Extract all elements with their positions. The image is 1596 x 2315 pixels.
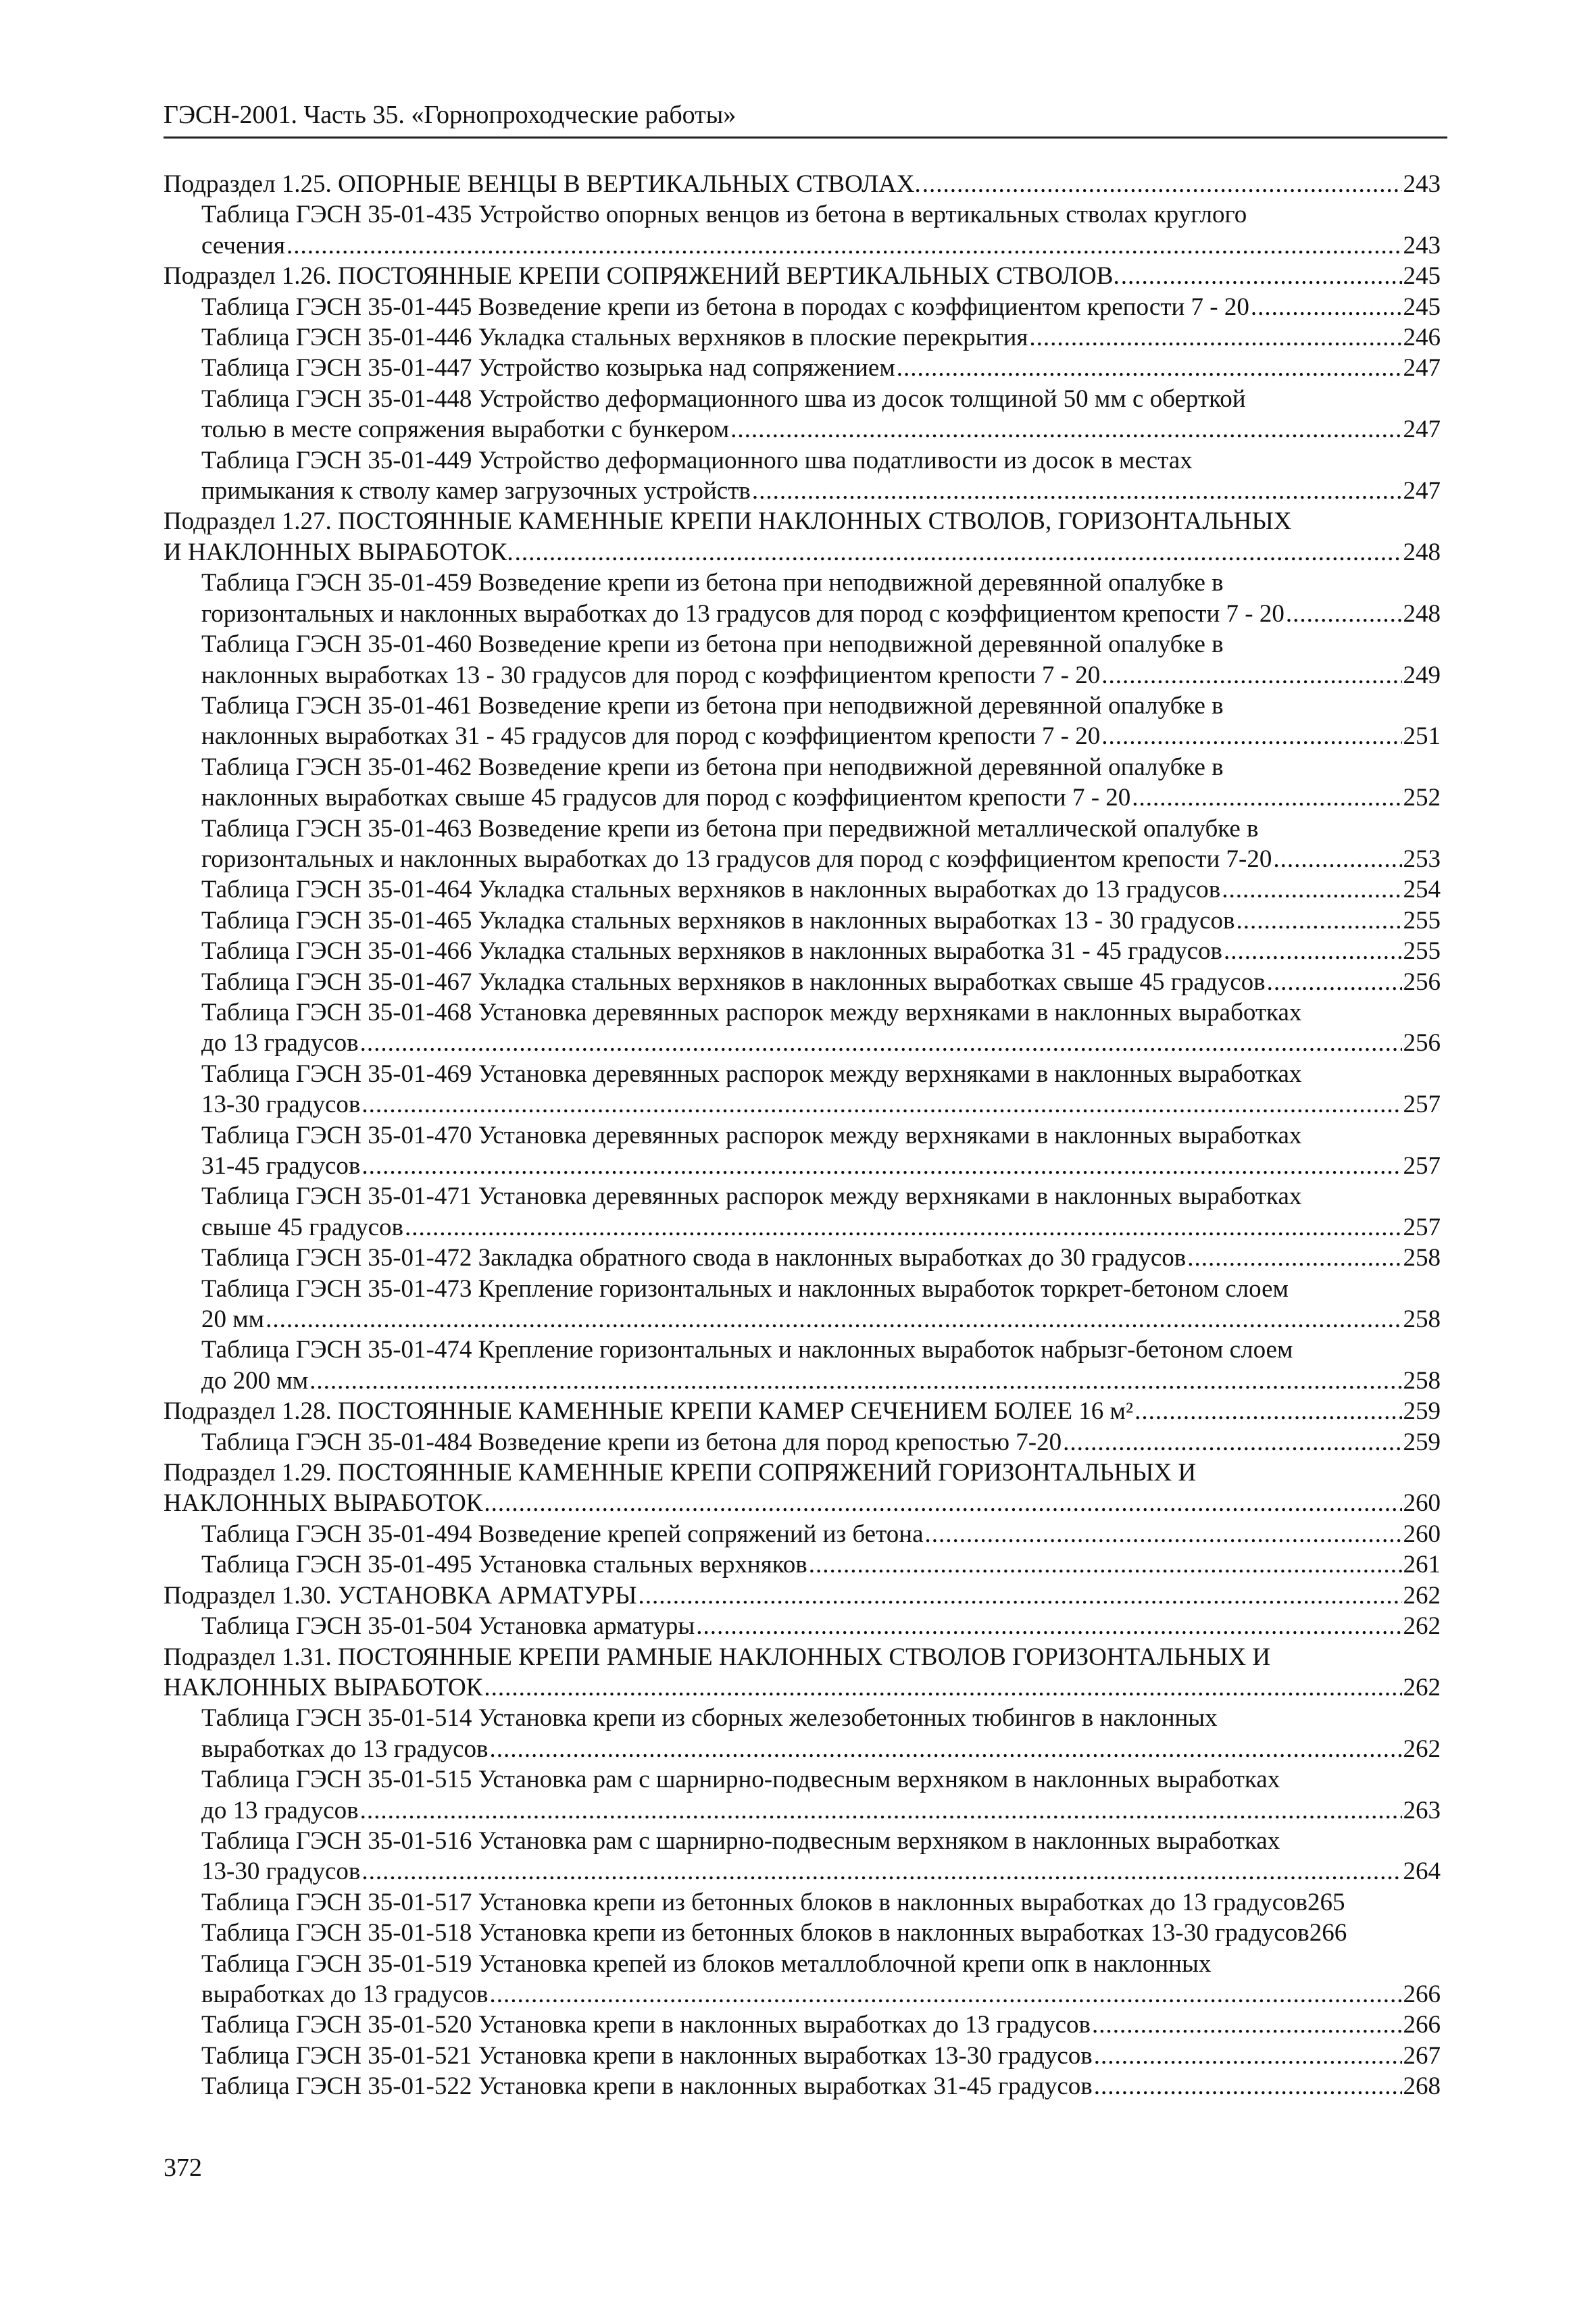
running-header: [164, 96, 1447, 139]
toc-leader-dots: [730, 414, 1401, 445]
toc-entry-text-line: Таблица ГЭСН 35-01-469 Установка деревянных распорок между верхняками в наклонных выработках: [201, 1060, 1302, 1088]
toc-entry-text-line: Подраздел 1.29. ПОСТОЯННЫЕ КАМЕННЫЕ КРЕПИ СОПРЯЖЕНИЙ ГОРИЗОНТАЛЬНЫХ И: [164, 1459, 1197, 1487]
toc-table-entry[interactable]: [164, 1181, 1441, 1243]
toc-entry-text: наклонных выработках 13 - 30 градусов для пород с коэффициентом крепости 7 - 20: [201, 661, 1101, 689]
toc-leader-dots: [1134, 1396, 1401, 1426]
toc-table-entry[interactable]: [164, 691, 1441, 752]
toc-page-number: 268: [1403, 2072, 1441, 2101]
toc-table-entry[interactable]: [164, 445, 1441, 507]
toc-entry-text: Таблица ГЭСН 35-01-467 Укладка стальных верхняков в наклонных выработках свыше 45 градусов: [201, 968, 1266, 996]
toc-entry-text: примыкания к стволу камер загрузочных устройств: [201, 477, 751, 505]
toc-leader-dots: [1224, 936, 1401, 966]
toc-entry-text: выработках до 13 градусов: [201, 1980, 489, 2008]
toc-table-entry[interactable]: [164, 814, 1441, 875]
toc-leader-dots: [1267, 967, 1402, 997]
toc-entry-text: Таблица ГЭСН 35-01-484 Возведение крепи из бетона для пород крепостью 7-20: [201, 1428, 1062, 1456]
toc-entry-text: до 13 градусов: [201, 1796, 359, 1824]
toc-page-number: 267: [1403, 2041, 1441, 2070]
toc-subsection-entry[interactable]: [164, 1580, 1441, 1611]
toc-leader-dots: [809, 1549, 1402, 1580]
toc-table-entry[interactable]: [164, 1519, 1441, 1549]
table-of-contents: [164, 169, 1441, 2102]
toc-entry-text-line: Таблица ГЭСН 35-01-462 Возведение крепи из бетона при неподвижной деревянной опалубке в: [201, 753, 1224, 781]
toc-page-number: 261: [1403, 1551, 1441, 1579]
toc-entry-text: Таблица ГЭСН 35-01-472 Закладка обратного свода в наклонных выработках до 30 градусов: [201, 1244, 1187, 1272]
toc-entry-text: 13-30 градусов: [201, 1858, 361, 1886]
toc-entry-text: 20 мм: [201, 1305, 265, 1334]
toc-subsection-entry[interactable]: [164, 169, 1441, 199]
toc-page-number: 255: [1403, 937, 1441, 966]
toc-entry-text-line: Таблица ГЭСН 35-01-470 Установка деревянных распорок между верхняками в наклонных выработках: [201, 1121, 1302, 1149]
toc-leader-dots: [1101, 721, 1401, 751]
toc-page-number: 256: [1403, 968, 1441, 996]
toc-leader-dots: [925, 1519, 1402, 1549]
toc-table-entry[interactable]: [164, 1918, 1441, 1948]
toc-page-number: 251: [1403, 722, 1441, 751]
toc-entry-text: толью в месте сопряжения выработки с бункером: [201, 416, 730, 444]
toc-leader-dots: [1029, 322, 1401, 353]
toc-table-entry[interactable]: [164, 905, 1441, 936]
toc-table-entry[interactable]: [164, 936, 1441, 966]
toc-entry-text-line: Таблица ГЭСН 35-01-514 Установка крепи из сборных железобетонных тюбингов в наклонных: [201, 1704, 1218, 1733]
toc-table-entry[interactable]: [164, 1549, 1441, 1580]
toc-table-entry[interactable]: [164, 199, 1441, 261]
toc-table-entry[interactable]: [164, 1949, 1441, 2010]
toc-entry-text-line: Таблица ГЭСН 35-01-435 Устройство опорных венцов из бетона в вертикальных стволах круглого: [201, 201, 1247, 229]
toc-page-number: 257: [1403, 1152, 1441, 1180]
toc-leader-dots: [1187, 1243, 1401, 1273]
toc-leader-dots: [922, 169, 1402, 199]
toc-entry-text: сечения: [201, 231, 286, 259]
toc-subsection-entry[interactable]: [164, 1396, 1441, 1426]
toc-table-entry[interactable]: [164, 2041, 1441, 2071]
running-header-title: ГЭСН-2001. Часть 35. «Горнопроходческие работы»: [164, 101, 737, 129]
toc-leader-dots: [639, 1580, 1402, 1611]
toc-entry-text-line: Таблица ГЭСН 35-01-471 Установка деревянных распорок между верхняками в наклонных выработках: [201, 1183, 1302, 1211]
toc-page-number: 243: [1403, 231, 1441, 259]
toc-page-number: 243: [1403, 170, 1441, 198]
toc-page-number: 259: [1403, 1397, 1441, 1426]
toc-entry-text: Таблица ГЭСН 35-01-445 Возведение крепи из бетона в породах с коэффициентом крепости 7 - 20: [201, 293, 1249, 321]
toc-page-number: 257: [1403, 1213, 1441, 1241]
toc-page-number: 247: [1403, 477, 1441, 505]
toc-table-entry[interactable]: [164, 1120, 1441, 1182]
toc-entry-text-line: Подраздел 1.27. ПОСТОЯННЫЕ КАМЕННЫЕ КРЕПИ НАКЛОННЫХ СТВОЛОВ, ГОРИЗОНТАЛЬНЫХ: [164, 507, 1292, 536]
toc-table-entry[interactable]: [164, 1274, 1441, 1335]
toc-entry-text-line: Таблица ГЭСН 35-01-474 Крепление горизонтальных и наклонных выработок набрызг-бетоном слоем: [201, 1336, 1293, 1364]
toc-entry-text: Таблица ГЭСН 35-01-447 Устройство козырька над сопряжением: [201, 354, 895, 382]
toc-subsection-entry[interactable]: [164, 1642, 1441, 1703]
toc-leader-dots: [361, 1151, 1401, 1181]
toc-table-entry[interactable]: [164, 1427, 1441, 1458]
toc-entry-text-line: Таблица ГЭСН 35-01-460 Возведение крепи из бетона при неподвижной деревянной опалубке в: [201, 630, 1224, 659]
toc-leader-dots: [1101, 660, 1401, 691]
toc-page-number: 262: [1403, 1735, 1441, 1763]
toc-subsection-entry[interactable]: [164, 261, 1441, 291]
toc-page-number: 247: [1403, 354, 1441, 382]
toc-leader-dots: [1286, 599, 1402, 629]
toc-entry-text: Подраздел 1.26. ПОСТОЯННЫЕ КРЕПИ СОПРЯЖЕНИЙ ВЕРТИКАЛЬНЫХ СТВОЛОВ.: [164, 262, 1120, 291]
toc-table-entry[interactable]: [164, 1703, 1441, 1764]
toc-entry-text: Таблица ГЭСН 35-01-446 Укладка стальных верхняков в плоские перекрытия: [201, 324, 1028, 352]
toc-leader-dots: [1251, 292, 1402, 322]
toc-table-entry[interactable]: [164, 752, 1441, 814]
toc-entry-text-line: Таблица ГЭСН 35-01-515 Установка рам с шарнирно-подвесным верхняком в наклонных выработках: [201, 1766, 1280, 1794]
toc-leader-dots: [405, 1212, 1402, 1243]
toc-entry-text-line: Таблица ГЭСН 35-01-461 Возведение крепи из бетона при неподвижной деревянной опалубке в: [201, 691, 1224, 720]
toc-page-number: 262: [1403, 1673, 1441, 1701]
toc-entry-text-line: Таблица ГЭСН 35-01-468 Установка деревянных распорок между верхняками в наклонных выработках: [201, 998, 1302, 1026]
toc-page-number: 260: [1403, 1520, 1441, 1548]
toc-entry-text: Таблица ГЭСН 35-01-494 Возведение крепей сопряжений из бетона: [201, 1520, 924, 1548]
toc-page-number: 257: [1403, 1091, 1441, 1119]
toc-page-number: 258: [1403, 1366, 1441, 1395]
toc-table-entry[interactable]: [164, 1611, 1441, 1641]
toc-leader-dots: [897, 353, 1402, 383]
toc-entry-text: Таблица ГЭСН 35-01-522 Установка крепи в наклонных выработках 31-45 градусов: [201, 2072, 1093, 2101]
toc-entry-text: И НАКЛОННЫХ ВЫРАБОТОК.: [164, 538, 514, 566]
toc-table-entry[interactable]: [164, 353, 1441, 383]
toc-entry-text: Таблица ГЭСН 35-01-464 Укладка стальных верхняков в наклонных выработках до 13 градусов: [201, 876, 1221, 904]
toc-subsection-entry[interactable]: [164, 1458, 1441, 1519]
toc-entry-text: Таблица ГЭСН 35-01-518 Установка крепи из бетонных блоков в наклонных выработках 13-30 градусов: [201, 1919, 1310, 1947]
toc-entry-text-line: Таблица ГЭСН 35-01-463 Возведение крепи из бетона при передвижной металлической опалубке в: [201, 814, 1259, 843]
toc-table-entry[interactable]: [164, 967, 1441, 997]
toc-table-entry[interactable]: [164, 1887, 1441, 1918]
toc-entry-text: горизонтальных и наклонных выработках до 13 градусов для пород с коэффициентом крепости 7-20: [201, 845, 1272, 873]
toc-page-number: 262: [1403, 1581, 1441, 1610]
toc-table-entry[interactable]: [164, 997, 1441, 1059]
toc-entry-text-line: Подраздел 1.31. ПОСТОЯННЫЕ КРЕПИ РАМНЫЕ НАКЛОННЫХ СТВОЛОВ ГОРИЗОНТАЛЬНЫХ И: [164, 1643, 1271, 1671]
toc-leader-dots: [266, 1304, 1401, 1335]
toc-table-entry[interactable]: [164, 629, 1441, 691]
toc-entry-text: Таблица ГЭСН 35-01-465 Укладка стальных верхняков в наклонных выработках 13 - 30 градусов: [201, 906, 1235, 935]
toc-leader-dots: [1063, 1427, 1401, 1458]
toc-table-entry[interactable]: [164, 874, 1441, 905]
toc-entry-text: Подраздел 1.25. ОПОРНЫЕ ВЕНЦЫ В ВЕРТИКАЛЬНЫХ СТВОЛАХ.: [164, 170, 921, 198]
toc-leader-dots: [361, 1089, 1401, 1120]
toc-page-number: 266: [1403, 1980, 1441, 2008]
toc-table-entry[interactable]: [164, 384, 1441, 445]
toc-entry-text: до 13 градусов: [201, 1029, 359, 1057]
toc-table-entry[interactable]: [164, 292, 1441, 322]
page-number: 372: [164, 2154, 202, 2182]
toc-page-number: 265: [1307, 1888, 1345, 1916]
toc-page-number: 259: [1403, 1428, 1441, 1456]
toc-leader-dots: [696, 1611, 1401, 1641]
toc-leader-dots: [484, 1672, 1401, 1703]
toc-entry-text: 31-45 градусов: [201, 1152, 361, 1180]
toc-table-entry[interactable]: [164, 1059, 1441, 1120]
toc-entry-text-line: Таблица ГЭСН 35-01-459 Возведение крепи из бетона при неподвижной деревянной опалубке в: [201, 569, 1224, 597]
toc-leader-dots: [490, 1734, 1402, 1764]
toc-leader-dots: [360, 1028, 1402, 1058]
toc-table-entry[interactable]: [164, 1764, 1441, 1826]
toc-leader-dots: [1092, 2010, 1401, 2040]
toc-entry-text: 13-30 градусов: [201, 1091, 361, 1119]
toc-entry-text-line: Таблица ГЭСН 35-01-473 Крепление горизонтальных и наклонных выработок торкрет-бетоном слоем: [201, 1274, 1289, 1303]
toc-entry-text: НАКЛОННЫХ ВЫРАБОТОК: [164, 1489, 483, 1518]
toc-entry-text: Таблица ГЭСН 35-01-504 Установка арматуры: [201, 1612, 695, 1641]
toc-page-number: 252: [1403, 784, 1441, 812]
toc-entry-text: НАКЛОННЫХ ВЫРАБОТОК: [164, 1673, 483, 1701]
toc-page-number: 266: [1403, 2011, 1441, 2039]
toc-page-number: 256: [1403, 1029, 1441, 1057]
toc-entry-text: свыше 45 градусов: [201, 1213, 403, 1241]
toc-page-number: 248: [1403, 538, 1441, 566]
toc-leader-dots: [309, 1366, 1401, 1396]
toc-table-entry[interactable]: [164, 2010, 1441, 2040]
toc-entry-text-line: Таблица ГЭСН 35-01-516 Установка рам с шарнирно-подвесным верхняком в наклонных выработках: [201, 1826, 1280, 1855]
toc-entry-text: Таблица ГЭСН 35-01-495 Установка стальных верхняков: [201, 1551, 807, 1579]
toc-entry-text: наклонных выработках свыше 45 градусов для пород с коэффициентом крепости 7 - 20: [201, 784, 1131, 812]
toc-entry-text: Таблица ГЭСН 35-01-521 Установка крепи в наклонных выработках 13-30 градусов: [201, 2041, 1093, 2070]
toc-leader-dots: [752, 476, 1402, 506]
toc-leader-dots: [360, 1795, 1402, 1826]
toc-page-number: 258: [1403, 1244, 1441, 1272]
toc-leader-dots: [1132, 782, 1401, 813]
toc-leader-dots: [1273, 844, 1401, 874]
toc-page-number: 264: [1403, 1858, 1441, 1886]
toc-entry-text: Подраздел 1.30. УСТАНОВКА АРМАТУРЫ: [164, 1581, 637, 1610]
toc-page-number: 254: [1403, 876, 1441, 904]
toc-leader-dots: [484, 1488, 1401, 1518]
toc-leader-dots: [1094, 2041, 1402, 2071]
toc-page-number: 247: [1403, 416, 1441, 444]
toc-leader-dots: [361, 1856, 1401, 1887]
toc-page-number: 246: [1403, 324, 1441, 352]
toc-entry-text-line: Таблица ГЭСН 35-01-448 Устройство деформационного шва из досок толщиной 50 мм с оберткой: [201, 384, 1246, 413]
toc-entry-text-line: Таблица ГЭСН 35-01-519 Установка крепей из блоков металлоблочной крепи опк в наклонных: [201, 1949, 1212, 1978]
toc-page-number: 266: [1309, 1919, 1347, 1947]
toc-page-number: 245: [1403, 262, 1441, 291]
toc-table-entry[interactable]: [164, 322, 1441, 353]
toc-page-number: 255: [1403, 906, 1441, 935]
toc-leader-dots: [490, 1979, 1402, 2010]
toc-leader-dots: [1121, 261, 1402, 291]
toc-leader-dots: [1094, 2071, 1402, 2101]
toc-table-entry[interactable]: [164, 1243, 1441, 1273]
toc-subsection-entry[interactable]: [164, 506, 1441, 568]
toc-page-number: 248: [1403, 599, 1441, 628]
toc-table-entry[interactable]: [164, 568, 1441, 629]
toc-page-number: 253: [1403, 845, 1441, 873]
toc-page-number: 262: [1403, 1612, 1441, 1641]
toc-entry-text: выработках до 13 градусов: [201, 1735, 489, 1763]
toc-entry-text: наклонных выработках 31 - 45 градусов для пород с коэффициентом крепости 7 - 20: [201, 722, 1101, 751]
toc-entry-text: до 200 мм: [201, 1366, 309, 1395]
toc-leader-dots: [286, 230, 1401, 261]
toc-table-entry[interactable]: [164, 1826, 1441, 1887]
toc-entry-text: Таблица ГЭСН 35-01-520 Установка крепи в наклонных выработках до 13 градусов: [201, 2011, 1091, 2039]
toc-page-number: 263: [1403, 1796, 1441, 1824]
toc-leader-dots: [515, 537, 1402, 568]
toc-page-number: 258: [1403, 1305, 1441, 1334]
toc-entry-text: Подраздел 1.28. ПОСТОЯННЫЕ КАМЕННЫЕ КРЕПИ КАМЕР СЕЧЕНИЕМ БОЛЕЕ 16 м²: [164, 1397, 1134, 1426]
toc-entry-text: Таблица ГЭСН 35-01-517 Установка крепи из бетонных блоков в наклонных выработках до 13 градусов: [201, 1888, 1308, 1916]
toc-table-entry[interactable]: [164, 1335, 1441, 1396]
toc-page-number: 249: [1403, 661, 1441, 689]
toc-entry-text-line: Таблица ГЭСН 35-01-449 Устройство деформационного шва податливости из досок в местах: [201, 446, 1193, 474]
toc-entry-text: горизонтальных и наклонных выработках до 13 градусов для пород с коэффициентом крепости 7 - 20: [201, 599, 1285, 628]
toc-leader-dots: [1222, 874, 1401, 905]
toc-page-number: 245: [1403, 293, 1441, 321]
toc-table-entry[interactable]: [164, 2071, 1441, 2101]
toc-page-number: 260: [1403, 1489, 1441, 1518]
toc-leader-dots: [1237, 905, 1402, 936]
toc-entry-text: Таблица ГЭСН 35-01-466 Укладка стальных верхняков в наклонных выработка 31 - 45 градусов: [201, 937, 1223, 966]
